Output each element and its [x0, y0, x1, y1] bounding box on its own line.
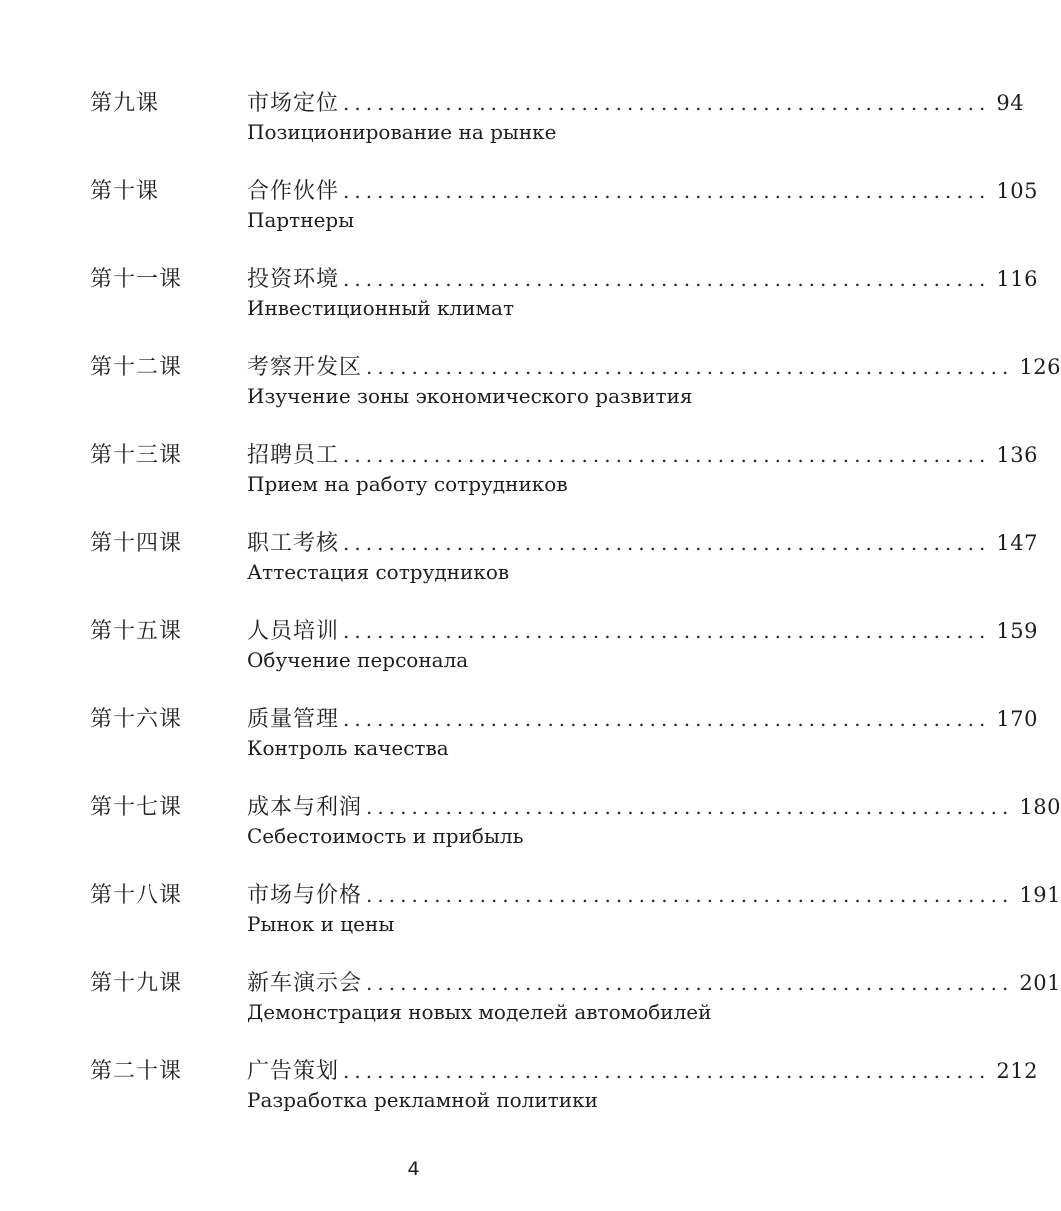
toc-entry [0, 522, 1038, 610]
lesson-title-zh: 市场与价格 [247, 883, 363, 908]
lesson-number: 第十九课 [90, 971, 183, 996]
page-number: 147 [996, 531, 1038, 555]
lesson-title-ru: Аттестация сотрудников [247, 560, 510, 584]
page-number: 212 [996, 1059, 1038, 1083]
toc-title-line [247, 174, 1038, 205]
lesson-number: 第十五课 [90, 619, 183, 644]
toc-title-line [247, 878, 1061, 909]
lesson-number: 第二十课 [90, 1059, 183, 1084]
page-number: 170 [996, 707, 1038, 731]
footer-page-number: 4 [407, 1158, 420, 1180]
dot-leader: ......................................................... [343, 531, 991, 555]
lesson-title-ru: Разработка рекламной политики [247, 1088, 598, 1112]
lesson-number: 第十六课 [90, 707, 183, 732]
toc-title-line [247, 1054, 1038, 1085]
toc-entry [0, 82, 1025, 170]
lesson-title-ru: Прием на работу сотрудников [247, 472, 568, 496]
lesson-title-ru: Обучение персонала [247, 648, 469, 672]
lesson-number: 第十四课 [90, 531, 183, 556]
lesson-title-ru: Себестоимость и прибыль [247, 824, 524, 848]
page-number: 105 [996, 179, 1038, 203]
toc-entry [0, 610, 1038, 698]
toc-entry [0, 786, 1061, 874]
toc-title-line [247, 790, 1061, 821]
dot-leader: ......................................................... [343, 619, 991, 643]
dot-leader: ......................................................... [343, 443, 991, 467]
lesson-title-zh: 市场定位 [247, 91, 340, 116]
toc-entry [0, 698, 1038, 786]
toc-entry [0, 874, 1061, 962]
lesson-number: 第九课 [90, 91, 160, 116]
lesson-title-zh: 职工考核 [247, 531, 340, 556]
lesson-title-zh: 成本与利润 [247, 795, 363, 820]
lesson-title-zh: 考察开发区 [247, 355, 363, 380]
toc-entry [0, 1050, 1038, 1138]
lesson-title-ru: Позиционирование на рынке [247, 120, 557, 144]
page-number: 191 [1019, 883, 1061, 907]
dot-leader: ......................................................... [366, 883, 1014, 907]
dot-leader: ......................................................... [343, 91, 991, 115]
dot-leader: ......................................................... [366, 795, 1014, 819]
toc-entry [0, 962, 1061, 1050]
dot-leader: ......................................................... [343, 267, 991, 291]
page-number: 116 [996, 267, 1038, 291]
toc-title-line [247, 262, 1038, 293]
page-number: 126 [1019, 355, 1061, 379]
lesson-title-zh: 投资环境 [247, 267, 340, 292]
dot-leader: ......................................................... [366, 971, 1014, 995]
lesson-number: 第十二课 [90, 355, 183, 380]
page-number: 136 [996, 443, 1038, 467]
lesson-title-ru: Изучение зоны экономического развития [247, 384, 693, 408]
toc-title-line [247, 966, 1061, 997]
lesson-title-ru: Контроль качества [247, 736, 449, 760]
dot-leader: ......................................................... [343, 1059, 991, 1083]
dot-leader: ......................................................... [366, 355, 1014, 379]
toc-title-line [247, 350, 1061, 381]
toc-title-line [247, 614, 1038, 645]
table-of-contents [0, 82, 1061, 1138]
lesson-title-zh: 广告策划 [247, 1059, 340, 1084]
page-number: 180 [1019, 795, 1061, 819]
lesson-number: 第十八课 [90, 883, 183, 908]
lesson-title-zh: 合作伙伴 [247, 179, 340, 204]
lesson-number: 第十七课 [90, 795, 183, 820]
toc-title-line [247, 702, 1038, 733]
toc-entry [0, 346, 1061, 434]
dot-leader: ......................................................... [343, 707, 991, 731]
page-number: 201 [1019, 971, 1061, 995]
lesson-title-ru: Партнеры [247, 208, 355, 232]
lesson-title-zh: 新车演示会 [247, 971, 363, 996]
lesson-title-ru: Демонстрация новых моделей автомобилей [247, 1000, 712, 1024]
toc-entry [0, 170, 1038, 258]
page-number: 94 [996, 91, 1025, 115]
toc-entry [0, 258, 1038, 346]
toc-title-line [247, 438, 1038, 469]
page-number: 159 [996, 619, 1038, 643]
lesson-number: 第十一课 [90, 267, 183, 292]
dot-leader: ......................................................... [343, 179, 991, 203]
lesson-title-zh: 质量管理 [247, 707, 340, 732]
toc-title-line [247, 86, 1025, 117]
toc-title-line [247, 526, 1038, 557]
lesson-number: 第十课 [90, 179, 160, 204]
lesson-number: 第十三课 [90, 443, 183, 468]
lesson-title-ru: Рынок и цены [247, 912, 395, 936]
toc-entry [0, 434, 1038, 522]
lesson-title-ru: Инвестиционный климат [247, 296, 515, 320]
lesson-title-zh: 招聘员工 [247, 443, 340, 468]
lesson-title-zh: 人员培训 [247, 619, 340, 644]
